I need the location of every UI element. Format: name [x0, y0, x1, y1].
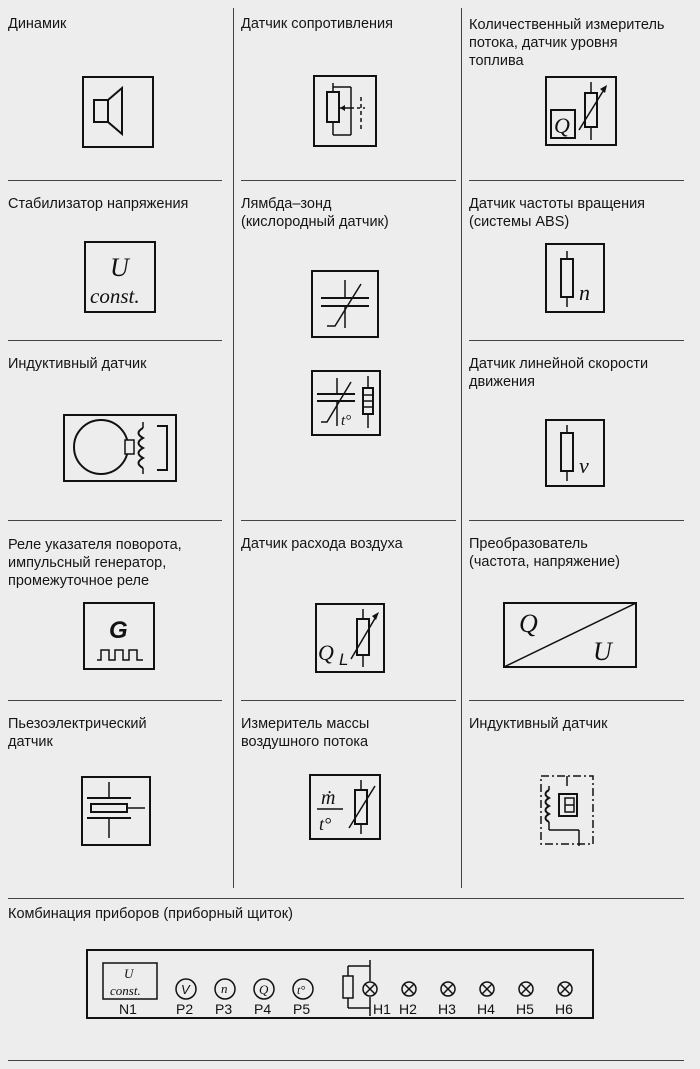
pulse-generator-g: G: [109, 617, 128, 644]
bottom-divider: [8, 1060, 684, 1061]
label-speed-sensor: Датчик частоты вращения (системы ABS): [469, 196, 646, 230]
label-air-flow-sensor: Датчик расхода воздуха: [241, 536, 403, 552]
label-resistance-sensor: Датчик сопротивления: [241, 16, 393, 32]
cell-flow-meter: [461, 0, 700, 180]
panel-label-p4: P4: [254, 1001, 272, 1017]
voltage-stabilizer-icon: [84, 241, 156, 313]
piezo-sensor-icon: [81, 776, 151, 846]
label-voltage-stabilizer: Стабилизатор напряжения: [8, 196, 189, 212]
panel-label-h6: H6: [555, 1001, 573, 1017]
cell-piezo-sensor: [0, 700, 233, 890]
linear-speed-sensor-icon: [545, 419, 605, 487]
panel-label-p5: P5: [293, 1001, 311, 1017]
air-mass-t: t°: [319, 814, 332, 834]
panel-n1-u: U: [124, 966, 134, 981]
lamp-h5-icon: [519, 982, 533, 996]
panel-label-n1: N1: [119, 1001, 137, 1017]
stabilizer-const: const.: [90, 284, 140, 308]
gauge-tachometer: [215, 979, 235, 999]
flow-meter-q: Q: [554, 113, 570, 138]
label-linear-speed-sensor: Датчик линейной скорости движения: [469, 356, 649, 390]
converter-q: Q: [519, 609, 538, 638]
gauge-n-label: n: [221, 981, 228, 996]
converter-u: U: [593, 637, 612, 666]
cell-speaker: [0, 0, 233, 180]
linear-speed-v: v: [579, 453, 589, 478]
cell-lambda-probe: [233, 180, 461, 520]
lambda-t-deg: t°: [341, 413, 352, 429]
lamp-h2-icon: [402, 982, 416, 996]
cell-air-flow-sensor: [233, 520, 461, 700]
lamp-h3-icon: [441, 982, 455, 996]
flow-meter-icon: [545, 76, 617, 146]
label-piezo-sensor: Пьезоэлектрический датчик: [8, 716, 147, 750]
air-flow-l: L: [339, 650, 349, 669]
panel-label-p2: P2: [176, 1001, 194, 1017]
converter-icon: [503, 602, 637, 668]
label-lambda-probe: Лямбда–зонд (кислородный датчик): [241, 196, 389, 230]
air-flow-q: Q: [318, 640, 334, 665]
panel-label-h4: H4: [477, 1001, 495, 1017]
speaker-icon: [82, 76, 154, 148]
label-inductive-sensor-1: Индуктивный датчик: [8, 356, 147, 372]
lamp-h6-icon: [558, 982, 572, 996]
cell-resistance-sensor: [233, 0, 461, 180]
cell-linear-speed-sensor: [461, 340, 700, 520]
air-mass-mdot: ṁ: [321, 787, 336, 809]
lambda-probe-heated-icon: [311, 370, 381, 436]
gauge-t-label: t°: [297, 983, 306, 997]
panel-n1-const: const.: [110, 983, 141, 998]
inductive-sensor-2-icon: [539, 774, 595, 850]
cell-turn-relay: [0, 520, 233, 700]
gauge-q-label: Q: [259, 982, 269, 997]
cell-inductive-sensor-2: [461, 700, 700, 890]
panel-label-h2: H2: [399, 1001, 417, 1017]
cell-converter: [461, 520, 700, 700]
air-flow-sensor-icon: [315, 603, 385, 673]
panel-label-h1: H1: [373, 1001, 391, 1017]
panel-label-p3: P3: [215, 1001, 233, 1017]
lambda-probe-icon: [311, 270, 379, 338]
gauge-voltmeter: [176, 979, 196, 999]
gauge-v-label: V: [181, 982, 190, 997]
panel-label-h5: H5: [516, 1001, 534, 1017]
instrument-panel-title: Комбинация приборов (приборный щиток): [8, 906, 293, 922]
inductive-sensor-icon: [63, 414, 177, 482]
speed-sensor-icon: [545, 243, 605, 313]
resistance-sensor-icon: [313, 75, 377, 147]
label-converter: Преобразователь (частота, напряжение): [469, 536, 620, 570]
cell-inductive-sensor-1: [0, 340, 233, 520]
cell-speed-sensor: [461, 180, 700, 340]
label-air-mass-meter: Измеритель массы воздушного потока: [241, 716, 370, 750]
cell-voltage-stabilizer: [0, 180, 233, 340]
panel-label-h3: H3: [438, 1001, 456, 1017]
label-inductive-sensor-2: Индуктивный датчик: [469, 716, 608, 732]
air-mass-meter-icon: [309, 774, 381, 840]
label-turn-relay: Реле указателя поворота, импульсный генератор, промежуточное реле: [8, 537, 182, 589]
lamp-h4-icon: [480, 982, 494, 996]
cell-air-mass-meter: [233, 700, 461, 890]
label-speaker: Динамик: [8, 16, 67, 32]
speed-sensor-n: n: [579, 280, 590, 305]
pulse-generator-icon: [83, 602, 155, 670]
row-divider-12: [8, 898, 684, 899]
gauge-fuel: [254, 979, 274, 999]
gauge-temperature: [293, 979, 313, 999]
stabilizer-u: U: [110, 253, 129, 282]
label-flow-meter: Количественный измеритель потока, датчик уровня топлива: [469, 17, 665, 69]
lamp-h1-icon: [363, 982, 377, 996]
